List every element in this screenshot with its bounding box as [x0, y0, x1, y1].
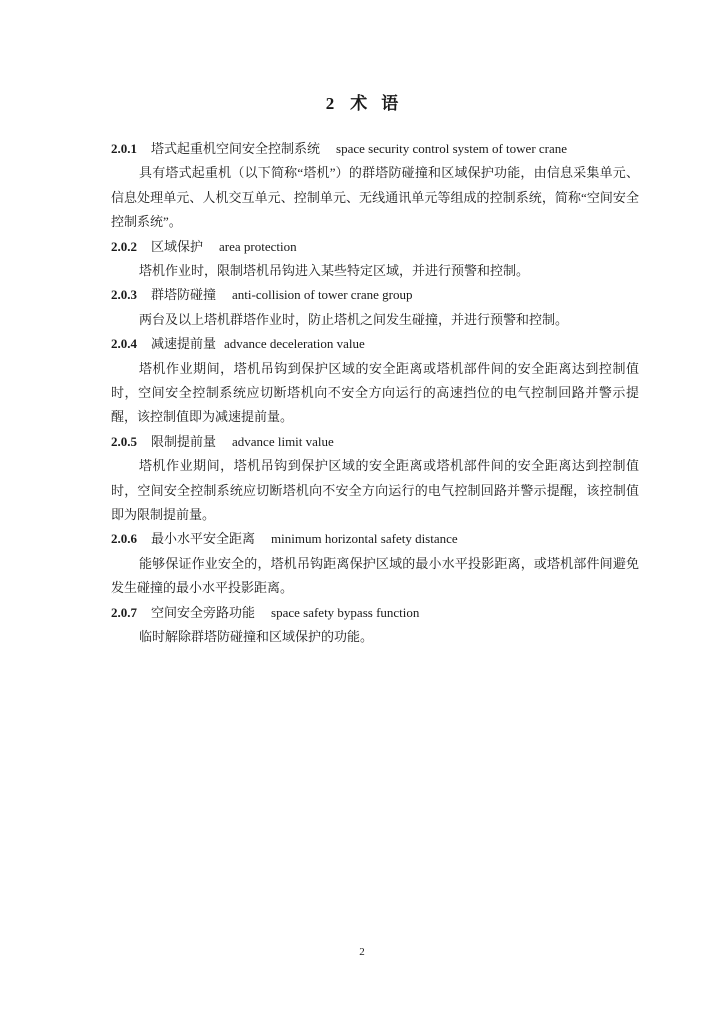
term-heading: [111, 283, 639, 307]
term-entry: [111, 430, 639, 528]
term-chinese: 限制提前量: [151, 433, 217, 449]
term-definition: 具有塔式起重机（以下简称“塔机”）的群塔防碰撞和区域保护功能，由信息采集单元、信息处理单元、人机交互单元、控制单元、无线通讯单元等组成的控制系统，简称“空间安全控制系统”。: [111, 165, 639, 230]
term-number: 2.0.6: [111, 531, 137, 547]
term-chinese: 区域保护: [151, 238, 204, 254]
term-english: area protection: [219, 238, 297, 254]
chapter-number: 2: [325, 94, 335, 113]
term-number: 2.0.1: [111, 141, 137, 156]
term-entry: [111, 601, 639, 650]
term-number: 2.0.4: [111, 336, 137, 352]
term-heading: [111, 430, 639, 454]
chapter-title-char-2: 语: [381, 94, 399, 113]
term-definition: 塔机作业期间，塔机吊钩到保护区域的安全距离或塔机部件间的安全距离达到控制值时，空间安全控制系统应切断塔机向不安全方向运行的电气控制回路并警示提醒，该控制值即为限制提前量。: [111, 458, 639, 523]
term-entry: [111, 527, 639, 600]
term-heading: [111, 527, 639, 551]
term-heading: [111, 137, 639, 161]
term-chinese: 减速提前量: [151, 336, 217, 352]
chapter-title-char-1: 术: [350, 94, 368, 113]
term-number: 2.0.2: [111, 238, 137, 254]
term-english: advance deceleration value: [224, 336, 365, 352]
terms-list: [111, 137, 639, 649]
chapter-heading: [0, 92, 724, 116]
term-chinese: 最小水平安全距离: [151, 531, 256, 547]
term-english: space security control system of tower crane: [336, 141, 568, 156]
term-number: 2.0.7: [111, 604, 137, 620]
term-english: anti-collision of tower crane group: [232, 287, 413, 303]
term-entry: [111, 137, 639, 235]
term-heading: [111, 235, 639, 259]
term-definition: 能够保证作业安全的，塔机吊钩距离保护区域的最小水平投影距离，或塔机部件间避免发生碰撞的最小水平投影距离。: [111, 555, 639, 596]
term-chinese: 塔式起重机空间安全控制系统: [151, 141, 321, 156]
term-entry: [111, 283, 639, 332]
term-heading: [111, 601, 639, 625]
term-definition: 塔机作业时，限制塔机吊钩进入某些特定区域，并进行预警和控制。: [139, 263, 530, 278]
term-english: minimum horizontal safety distance: [271, 531, 458, 547]
page-number: 2: [359, 946, 365, 958]
term-english: advance limit value: [232, 433, 334, 449]
term-entry: [111, 235, 639, 284]
term-english: space safety bypass function: [271, 604, 420, 620]
term-definition: 临时解除群塔防碰撞和区域保护的功能。: [139, 629, 374, 645]
term-definition: 两台及以上塔机群塔作业时，防止塔机之间发生碰撞，并进行预警和控制。: [139, 311, 569, 327]
term-number: 2.0.3: [111, 287, 137, 303]
term-entry: [111, 332, 639, 430]
term-definition: 塔机作业期间，塔机吊钩到保护区域的安全距离或塔机部件间的安全距离达到控制值时，空间安全控制系统应切断塔机向不安全方向运行的高速挡位的电气控制回路并警示提醒，该控制值即为减速提前量。: [111, 360, 639, 425]
term-chinese: 空间安全旁路功能: [151, 604, 256, 620]
term-chinese: 群塔防碰撞: [151, 287, 217, 303]
term-heading: [111, 332, 639, 356]
term-number: 2.0.5: [111, 433, 137, 449]
